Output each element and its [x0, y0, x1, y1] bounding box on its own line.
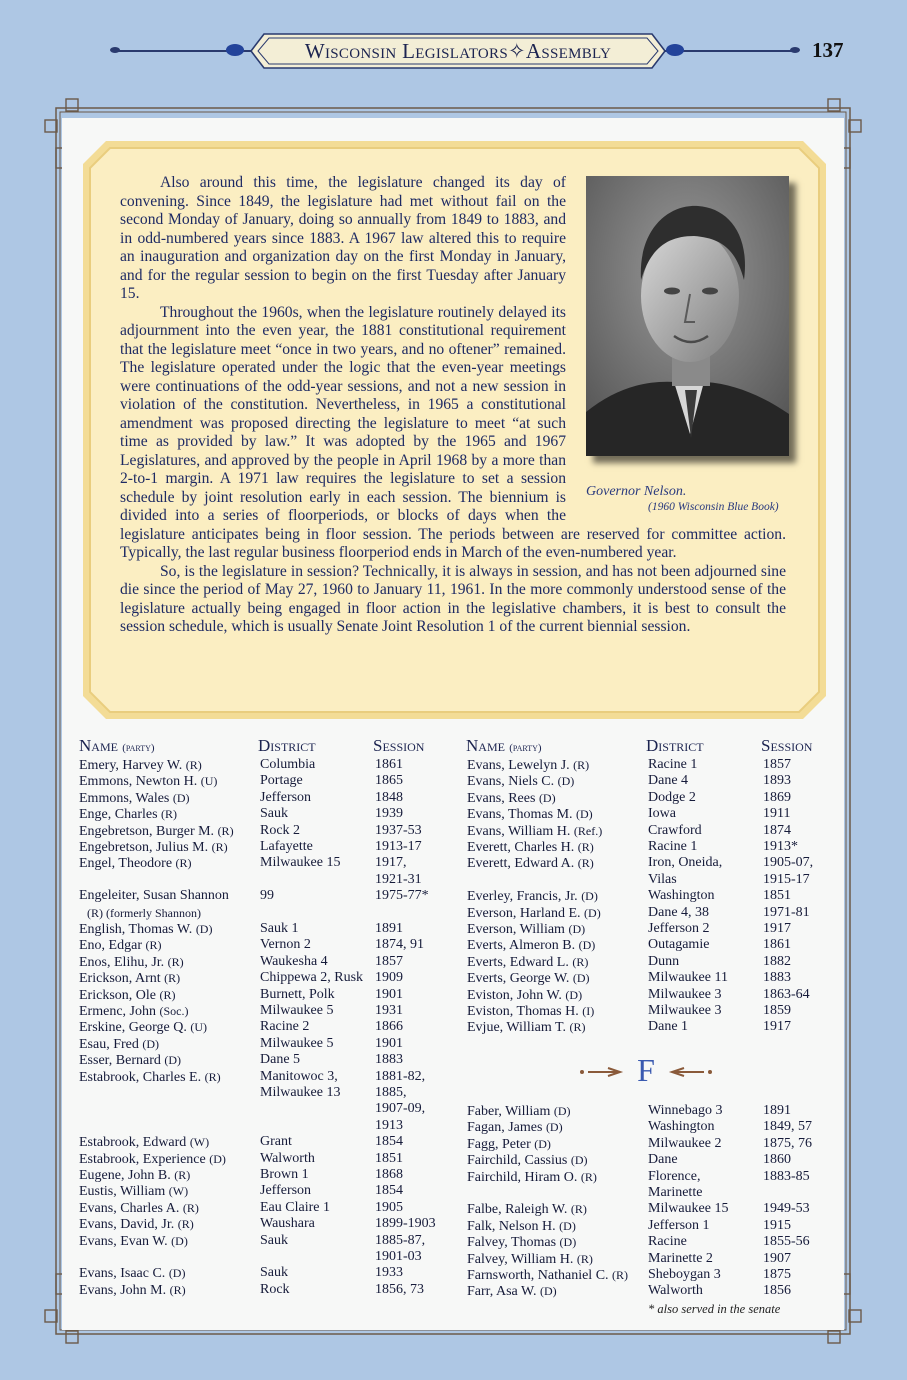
- district: Dane 4, 38: [648, 904, 710, 920]
- district: Washington: [648, 888, 715, 904]
- legislator-name: Farnsworth, Nathaniel C. (R): [467, 1268, 629, 1283]
- session: 1909: [375, 970, 403, 986]
- party: (D): [581, 889, 598, 904]
- legislator-name: Everts, Almeron B. (D): [467, 938, 596, 954]
- legislator-name: Everson, Harland E. (D): [467, 905, 601, 921]
- party: (R): [169, 1282, 186, 1297]
- party: (R): [182, 1200, 199, 1215]
- party: (D): [553, 1104, 571, 1118]
- legislator-name: Farr, Asa W. (D): [467, 1284, 557, 1300]
- party: (R): [569, 1020, 586, 1035]
- party: (R): [159, 987, 176, 1002]
- district: Sauk 1: [260, 921, 299, 936]
- session: 1874, 91: [375, 937, 424, 953]
- district: Grant: [260, 1134, 292, 1150]
- district: Marinette 2: [648, 1250, 713, 1266]
- district: Jefferson 2: [648, 921, 710, 936]
- party: (W): [189, 1135, 210, 1150]
- legislator-name: Evans, Thomas M. (D): [467, 807, 593, 823]
- legislator-name: Fagan, James (D): [467, 1120, 563, 1136]
- session: 1869: [763, 789, 791, 805]
- paragraph-3: So, is the legislature in session? Technically, it is always in session, and has not been adjourned sine die since the period of May 27, 1960 to January 11, 1961. In the more commonly understood sense of the legislature actually being engaged in floor action in the legislative chambers, it is best to consult the session schedule, which is usually Senate Joint Resolution 1 of the current biennial session.: [120, 562, 786, 635]
- district: Sheboygan 3: [648, 1267, 721, 1282]
- session: 1855-56: [763, 1234, 810, 1250]
- party: (R): [167, 954, 184, 969]
- district: Florence, Marinette: [648, 1168, 703, 1200]
- party: (R): [211, 840, 228, 854]
- legislator-name: Erickson, Ole (R): [79, 987, 176, 1003]
- legislator-name: Enos, Elihu, Jr. (R): [79, 954, 184, 970]
- legislator-name: Eno, Edgar (R): [79, 938, 162, 954]
- party: (Soc.): [159, 1004, 189, 1018]
- photo-caption: Governor Nelson.: [586, 484, 687, 499]
- legislator-name: Falbe, Raleigh W. (R): [467, 1202, 587, 1218]
- district: Manitowoc 3, Milwaukee 13: [260, 1068, 341, 1100]
- legislator-name: Evans, David, Jr. (R): [79, 1217, 194, 1233]
- party: (D): [171, 1233, 188, 1248]
- district: Iron, Oneida, Vilas: [648, 855, 723, 887]
- party: (D): [576, 807, 593, 822]
- district: Racine 1: [648, 839, 698, 854]
- party: (D): [559, 1235, 577, 1250]
- legislator-name: Everts, George W. (D): [467, 971, 590, 987]
- party: (D): [209, 1151, 226, 1166]
- session: 1883: [375, 1052, 403, 1068]
- header-oval-right: [666, 44, 684, 56]
- party: (R): [164, 971, 181, 986]
- session: 1917, 1921-31: [375, 855, 422, 887]
- party: (D): [172, 790, 190, 805]
- district: Dane 4: [648, 773, 689, 789]
- legislator-name: Evans, Lewelyn J. (R): [467, 758, 590, 773]
- section-letter: F: [637, 1052, 655, 1088]
- photo-source: (1960 Wisconsin Blue Book): [648, 501, 779, 513]
- session: 1937-53: [375, 822, 422, 838]
- district: Rock 2: [260, 822, 301, 838]
- legislator-name: Faber, William (D): [467, 1104, 571, 1119]
- party: (D): [538, 790, 556, 805]
- party: (D): [168, 1266, 186, 1281]
- party: (D): [164, 1053, 182, 1068]
- session: 1861: [763, 937, 791, 953]
- legislator-name: Evans, Rees (D): [467, 790, 556, 806]
- session: 1893: [763, 773, 791, 789]
- legislator-name: Emmons, Wales (D): [79, 790, 190, 806]
- legislator-name: Erickson, Arnt (R): [79, 971, 181, 987]
- session: 1901: [375, 1035, 403, 1051]
- party: (R): [576, 1251, 593, 1266]
- session: 1913*: [763, 839, 798, 854]
- district: Dodge 2: [648, 789, 696, 805]
- district: Washington: [648, 1119, 715, 1135]
- paragraph-2: Throughout the 1960s, when the legislature routinely delayed its adjournment into the even year, the 1881 constitutional requirement that the legislature meet “once in two years, and no oftener” remained. The legislature operated under the logic that the even-year meetings were continuations of the odd-year sessions, and not a new session in violation of the constitution. Nevertheless, in 1965 a constitutional amendment was proposed directing the legislature to meet “at such time as provided by law.” It was adopted by the 1965 and 1967 Legislatures, and approved by the people in April 1968 by a more than 2-to-1 margin. A 1971 law requires the legislature to set a session schedule by joint resolution early in each session. The biennium is divided into a series of floorperiods, or blocks of days when the legislature anticipates being in floor session. The periods between are reserved for committee action. Typically, the last regular business floorperiod ends in March of the even-numbered year.: [120, 303, 786, 561]
- district: Milwaukee 5: [260, 1003, 334, 1018]
- legislator-name: Ermenc, John (Soc.): [79, 1004, 189, 1019]
- legislator-name: Engel, Theodore (R): [79, 856, 192, 872]
- legislator-name: Emmons, Newton H. (U): [79, 774, 218, 790]
- session: 1901: [375, 986, 403, 1002]
- district: Milwaukee 2: [648, 1135, 722, 1151]
- session: 1848: [375, 789, 403, 805]
- header-dot-right: [790, 47, 800, 53]
- session: 1931: [375, 1003, 403, 1018]
- legislator-name: Emery, Harvey W. (R): [79, 758, 202, 773]
- legislator-name: Engebretson, Burger M. (R): [79, 823, 234, 839]
- legislator-name: Everson, William (D): [467, 922, 586, 937]
- district: Racine 1: [648, 757, 698, 772]
- district: Iowa: [648, 806, 676, 822]
- column-header-session-right: Session: [761, 736, 813, 755]
- party: (R): [577, 840, 594, 854]
- legislator-name: Esau, Fred (D): [79, 1036, 160, 1052]
- paragraph-1: Also around this time, the legislature changed its day of convening. Since 1849, the legislature had met without fail on the second Monday of January, doing so annually from 1849 to 1883, and in odd-numbered years since 1883. A 1967 law altered this to require an inauguration and organization day on the first Monday in January, and for the regular session to begin on the first Tuesday after January 15.: [120, 174, 566, 302]
- header-rule-right: [664, 50, 798, 52]
- party: (U): [200, 774, 218, 789]
- session: 1883: [763, 970, 791, 986]
- legislator-name: Evjue, William T. (R): [467, 1020, 586, 1036]
- party: (R): [185, 758, 202, 772]
- photo-float: [566, 304, 786, 514]
- legislator-name: Estabrook, Edward (W): [79, 1135, 210, 1151]
- district: Walworth: [648, 1283, 703, 1299]
- party: (I): [582, 1004, 595, 1018]
- district: Milwaukee 3: [648, 986, 722, 1002]
- session: 1885-87, 1901-03: [375, 1232, 426, 1264]
- district: Jefferson 1: [648, 1217, 710, 1233]
- party: (D): [559, 1218, 576, 1233]
- column-header-name-right: Name (party): [466, 736, 542, 755]
- legislator-name: Evans, Isaac C. (D): [79, 1266, 186, 1282]
- party: (D): [570, 1153, 588, 1168]
- session: 1939: [375, 806, 403, 822]
- party: (D): [565, 987, 583, 1002]
- district: Waukesha 4: [260, 953, 328, 969]
- session: 1917: [763, 921, 791, 936]
- district: Portage: [260, 773, 303, 789]
- session: 1874: [763, 822, 791, 838]
- district: Milwaukee 5: [260, 1035, 334, 1051]
- legislator-name: Everett, Edward A. (R): [467, 856, 594, 872]
- session: 1856: [763, 1283, 791, 1299]
- district: Lafayette: [260, 839, 313, 854]
- session: 1881-82, 1885, 1907-09, 1913: [375, 1068, 426, 1133]
- district: Columbia: [260, 757, 316, 772]
- district: Sauk: [260, 806, 288, 822]
- party: (R): [580, 1169, 597, 1184]
- district: Sauk: [260, 1232, 288, 1248]
- session: 1891: [763, 1103, 791, 1118]
- legislator-name: Fairchild, Hiram O. (R): [467, 1169, 597, 1185]
- district: Dane: [648, 1152, 678, 1168]
- session: 1860: [763, 1152, 791, 1168]
- session: 1875, 76: [763, 1135, 812, 1151]
- party: (R): [145, 938, 162, 953]
- legislator-name: Falk, Nelson H. (D): [467, 1218, 576, 1234]
- party: (R): [161, 807, 178, 822]
- district: Dane 5: [260, 1052, 301, 1068]
- district: Chippewa 2, Rusk: [260, 970, 364, 986]
- legislator-name: Eustis, William (W): [79, 1184, 189, 1200]
- legislator-name: Engebretson, Julius M. (R): [79, 840, 228, 855]
- legislator-name: Estabrook, Charles E. (R): [79, 1069, 221, 1085]
- district: Dunn: [648, 953, 680, 969]
- session: 1851: [763, 888, 791, 904]
- party: (R): [570, 1202, 587, 1217]
- legislator-name: Fairchild, Cassius (D): [467, 1153, 588, 1169]
- session: 1883-85: [763, 1168, 810, 1184]
- district: Racine: [648, 1234, 687, 1250]
- district: Milwaukee 15: [260, 855, 341, 871]
- legislator-name: Falvey, William H. (R): [467, 1251, 593, 1267]
- district: Jefferson: [260, 789, 312, 805]
- party: (D): [142, 1036, 160, 1051]
- header-oval-left: [226, 44, 244, 56]
- legislator-name: Everett, Charles H. (R): [467, 840, 594, 855]
- district: Jefferson: [260, 1183, 312, 1199]
- session: 1851: [375, 1150, 403, 1166]
- district: Outagamie: [648, 937, 710, 953]
- session: 1911: [763, 806, 791, 822]
- session: 1866: [375, 1019, 403, 1035]
- district: Dane 1: [648, 1019, 689, 1035]
- party: (U): [190, 1020, 207, 1035]
- party: (R): [174, 1168, 191, 1182]
- header-dot-left: [110, 47, 120, 53]
- session: 1854: [375, 1183, 403, 1199]
- legislator-name: Everts, Edward L. (R): [467, 954, 589, 970]
- party: (R): [577, 856, 594, 871]
- district: Vernon 2: [260, 937, 311, 953]
- session: 1859: [763, 1003, 791, 1018]
- district: Sauk: [260, 1265, 288, 1281]
- legislator-name: Erskine, George Q. (U): [79, 1020, 207, 1036]
- district: Milwaukee 3: [648, 1003, 722, 1018]
- session: 1854: [375, 1134, 403, 1150]
- legislator-name: Estabrook, Experience (D): [79, 1151, 226, 1167]
- session: 1857: [375, 953, 403, 969]
- legislator-name: Esser, Bernard (D): [79, 1053, 182, 1069]
- session: 1917: [763, 1019, 791, 1035]
- legislator-name: Evans, Evan W. (D): [79, 1233, 188, 1249]
- session: 1863-64: [763, 986, 810, 1002]
- session: 1915: [763, 1217, 791, 1233]
- session: 1868: [375, 1167, 403, 1182]
- session: 1891: [375, 921, 403, 936]
- session: 1875: [763, 1267, 791, 1282]
- intro-text: [120, 174, 786, 637]
- session: 1861: [375, 757, 403, 772]
- party: (R): [217, 823, 234, 838]
- party: (D): [195, 922, 213, 936]
- legislator-name: Eugene, John B. (R): [79, 1168, 191, 1183]
- party: (D): [534, 1136, 551, 1151]
- session: 1857: [763, 757, 791, 772]
- party: (R): [573, 758, 590, 772]
- session: 1905: [375, 1199, 403, 1215]
- party: (Ref.): [573, 823, 603, 838]
- session: 1849, 57: [763, 1119, 812, 1135]
- district: Milwaukee 15: [648, 1201, 729, 1217]
- legislator-name: Engeleiter, Susan Shannon (R) (formerly Shannon): [79, 888, 229, 920]
- district: Milwaukee 11: [648, 970, 728, 986]
- session: 1899-1903: [375, 1216, 436, 1232]
- session: 1882: [763, 953, 791, 969]
- legislator-name: Eviston, John W. (D): [467, 987, 583, 1003]
- district: Brown 1: [260, 1167, 309, 1182]
- party: (R): [175, 856, 192, 871]
- legislator-name: Enge, Charles (R): [79, 807, 178, 823]
- legislator-name: Evans, Niels C. (D): [467, 774, 575, 790]
- column-header-district-right: District: [646, 736, 704, 755]
- session: 1856, 73: [375, 1281, 424, 1297]
- district: Burnett, Polk: [260, 986, 335, 1002]
- session: 1933: [375, 1265, 403, 1281]
- legislator-name: Eviston, Thomas H. (I): [467, 1004, 595, 1019]
- footnote: * also served in the senate: [648, 1302, 781, 1316]
- column-header-session-left: Session: [373, 736, 425, 755]
- district: Rock: [260, 1281, 290, 1297]
- party: (R): [572, 954, 589, 969]
- district: Waushara: [260, 1216, 315, 1232]
- session: 1971-81: [763, 904, 810, 920]
- party: (W): [168, 1184, 189, 1199]
- legislator-name: Falvey, Thomas (D): [467, 1235, 577, 1251]
- district: Racine 2: [260, 1019, 310, 1035]
- party: (R) (formerly Shannon): [87, 905, 201, 920]
- district: 99: [260, 888, 274, 904]
- party: (R): [612, 1268, 629, 1282]
- legislator-name: Evans, John M. (R): [79, 1282, 186, 1298]
- district: Eau Claire 1: [260, 1199, 330, 1215]
- session: 1865: [375, 773, 403, 789]
- party: (D): [572, 971, 590, 986]
- district: Crawford: [648, 822, 702, 838]
- session: 1975-77*: [375, 888, 429, 904]
- session: 1905-07, 1915-17: [763, 855, 814, 887]
- legislator-name: English, Thomas W. (D): [79, 922, 213, 937]
- session: 1913-17: [375, 839, 422, 854]
- party: (D): [545, 1120, 563, 1135]
- column-header-district-left: District: [258, 736, 316, 755]
- party: (R): [204, 1069, 221, 1084]
- column-header-name-left: Name (party): [79, 736, 155, 755]
- legislator-name: Evans, Charles A. (R): [79, 1200, 199, 1216]
- party: (D): [539, 1284, 557, 1299]
- legislator-name: Evans, William H. (Ref.): [467, 823, 603, 839]
- party: (D): [578, 938, 596, 953]
- legislator-name: Fagg, Peter (D): [467, 1136, 551, 1152]
- page-header-title: Wisconsin Legislators✧Assembly: [304, 39, 612, 63]
- session: 1907: [763, 1250, 791, 1266]
- legislator-name: Everley, Francis, Jr. (D): [467, 889, 598, 905]
- party: (D): [568, 922, 586, 936]
- party: (D): [584, 905, 601, 920]
- party: (R): [177, 1217, 194, 1232]
- district: Winnebago 3: [648, 1103, 723, 1118]
- session: 1949-53: [763, 1201, 810, 1217]
- page-number: 137: [812, 38, 844, 62]
- party: (D): [557, 774, 575, 789]
- district: Walworth: [260, 1150, 315, 1166]
